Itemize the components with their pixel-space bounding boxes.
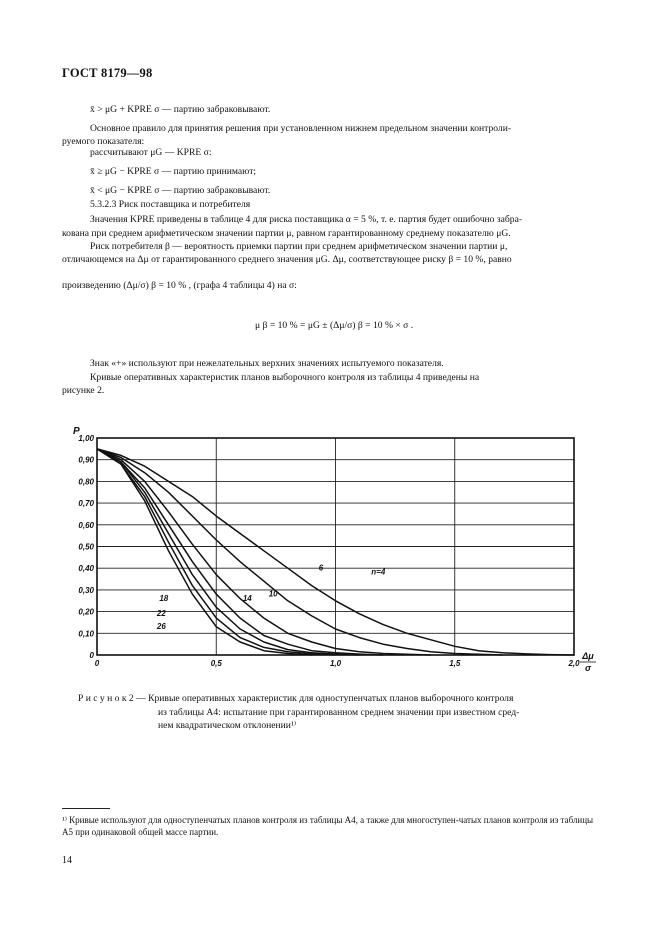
curve-label: n=4 bbox=[371, 567, 386, 577]
curve-label: 10 bbox=[268, 589, 278, 599]
y-axis-label: P bbox=[73, 426, 80, 437]
x-tick-label: 1,0 bbox=[329, 659, 342, 668]
x-axis-label-denominator: σ bbox=[585, 663, 591, 673]
text-line: x̄ ≥ μG − KPRE σ — партию принимают; bbox=[90, 166, 257, 177]
page-number: 14 bbox=[62, 855, 72, 866]
x-tick-label: 1,5 bbox=[449, 659, 461, 668]
text-line: Основное правило для принятия решения при установленном нижнем предельном значении контроли- bbox=[90, 123, 512, 134]
footnote: ¹⁾ Кривые используют для одноступенчатых планов контроля из таблицы А4, а также для многоступен-чатых планов контроля из таблицы А5 при одинаковой общей массе партии. bbox=[62, 815, 594, 837]
y-tick-label: 0,90 bbox=[78, 455, 94, 465]
curve-label: 22 bbox=[156, 608, 166, 618]
page-header: ГОСТ 8179—98 bbox=[62, 66, 153, 80]
x-tick-label: 0 bbox=[94, 659, 100, 668]
text-line: Значения KPRE приведены в таблице 4 для риска поставщика α = 5 %, т. е. партия будет ошибочно забра- bbox=[90, 214, 523, 225]
text-line: рисунке 2. bbox=[62, 385, 105, 396]
y-tick-label: 0,10 bbox=[78, 629, 94, 639]
text-line: Риск потребителя β — вероятность приемки партии при среднем арифметическом значении партии μ, bbox=[90, 241, 508, 252]
y-tick-label: 0,50 bbox=[78, 542, 94, 552]
formula: μ β = 10 % = μG ± (Δμ/σ) β = 10 % × σ . bbox=[255, 320, 414, 331]
text-line: руемого показателя: bbox=[62, 136, 145, 147]
y-tick-label: 0,40 bbox=[78, 564, 94, 574]
oc-curves-chart bbox=[60, 420, 600, 682]
x-axis-label-numerator: Δμ bbox=[582, 651, 594, 661]
chart-labels bbox=[73, 426, 596, 673]
text-line: кована при среднем арифметическом значении партии μ, равном гарантированному среднему показателю μG. bbox=[62, 228, 511, 239]
y-tick-label: 1,00 bbox=[78, 434, 94, 443]
text-line: Знак «+» используют при нежелательных верхних значениях испытуемого показателя. bbox=[90, 358, 444, 369]
y-tick-label: 0,80 bbox=[78, 477, 94, 487]
caption-line: Р и с у н о к 2 — Кривые оперативных характеристик для одноступенчатых планов выборочного контроля bbox=[78, 693, 514, 704]
chart-grid bbox=[97, 438, 574, 655]
caption-line: из таблицы А4: испытание при гарантированном среднем значении при известном сред- bbox=[158, 706, 520, 718]
curve-label: 26 bbox=[156, 621, 166, 631]
text-line: произведению (Δμ/σ) β = 10 % , (графа 4 таблицы 4) на σ: bbox=[62, 280, 297, 291]
x-tick-label: 0,5 bbox=[210, 659, 222, 668]
text-line: рассчитывают μG — KPRE σ: bbox=[90, 147, 212, 158]
curve-label: 18 bbox=[159, 593, 169, 603]
caption-line: нем квадратическом отклонении¹⁾ bbox=[158, 720, 297, 731]
curve-line bbox=[97, 449, 383, 655]
text-line: x̄ > μG + KPRE σ — партию забраковывают. bbox=[90, 104, 271, 115]
curve-line bbox=[97, 449, 312, 655]
y-tick-label: 0,60 bbox=[78, 520, 94, 530]
y-tick-label: 0,70 bbox=[78, 499, 94, 509]
text-line: отличающемся на Δμ от гарантированного среднего значения μG. Δμ, соответствующее риску β = 10 %, равно bbox=[62, 254, 512, 265]
x-tick-label: 2,0 bbox=[568, 659, 580, 668]
y-tick-label: 0,30 bbox=[78, 585, 94, 595]
text-line: Кривые оперативных характеристик планов выборочного контроля из таблицы 4 приведены на bbox=[90, 372, 480, 383]
footnote-divider bbox=[62, 808, 110, 809]
section-heading: 5.3.2.3 Риск поставщика и потребителя bbox=[90, 199, 251, 210]
text-line: x̄ < μG − KPRE σ — партию забраковывают. bbox=[90, 185, 271, 196]
y-tick-label: 0,20 bbox=[78, 607, 94, 617]
figure-caption bbox=[78, 692, 596, 733]
curve-label: 6 bbox=[318, 563, 324, 573]
y-tick-label: 0 bbox=[89, 651, 94, 660]
curve-label: 14 bbox=[242, 593, 252, 603]
